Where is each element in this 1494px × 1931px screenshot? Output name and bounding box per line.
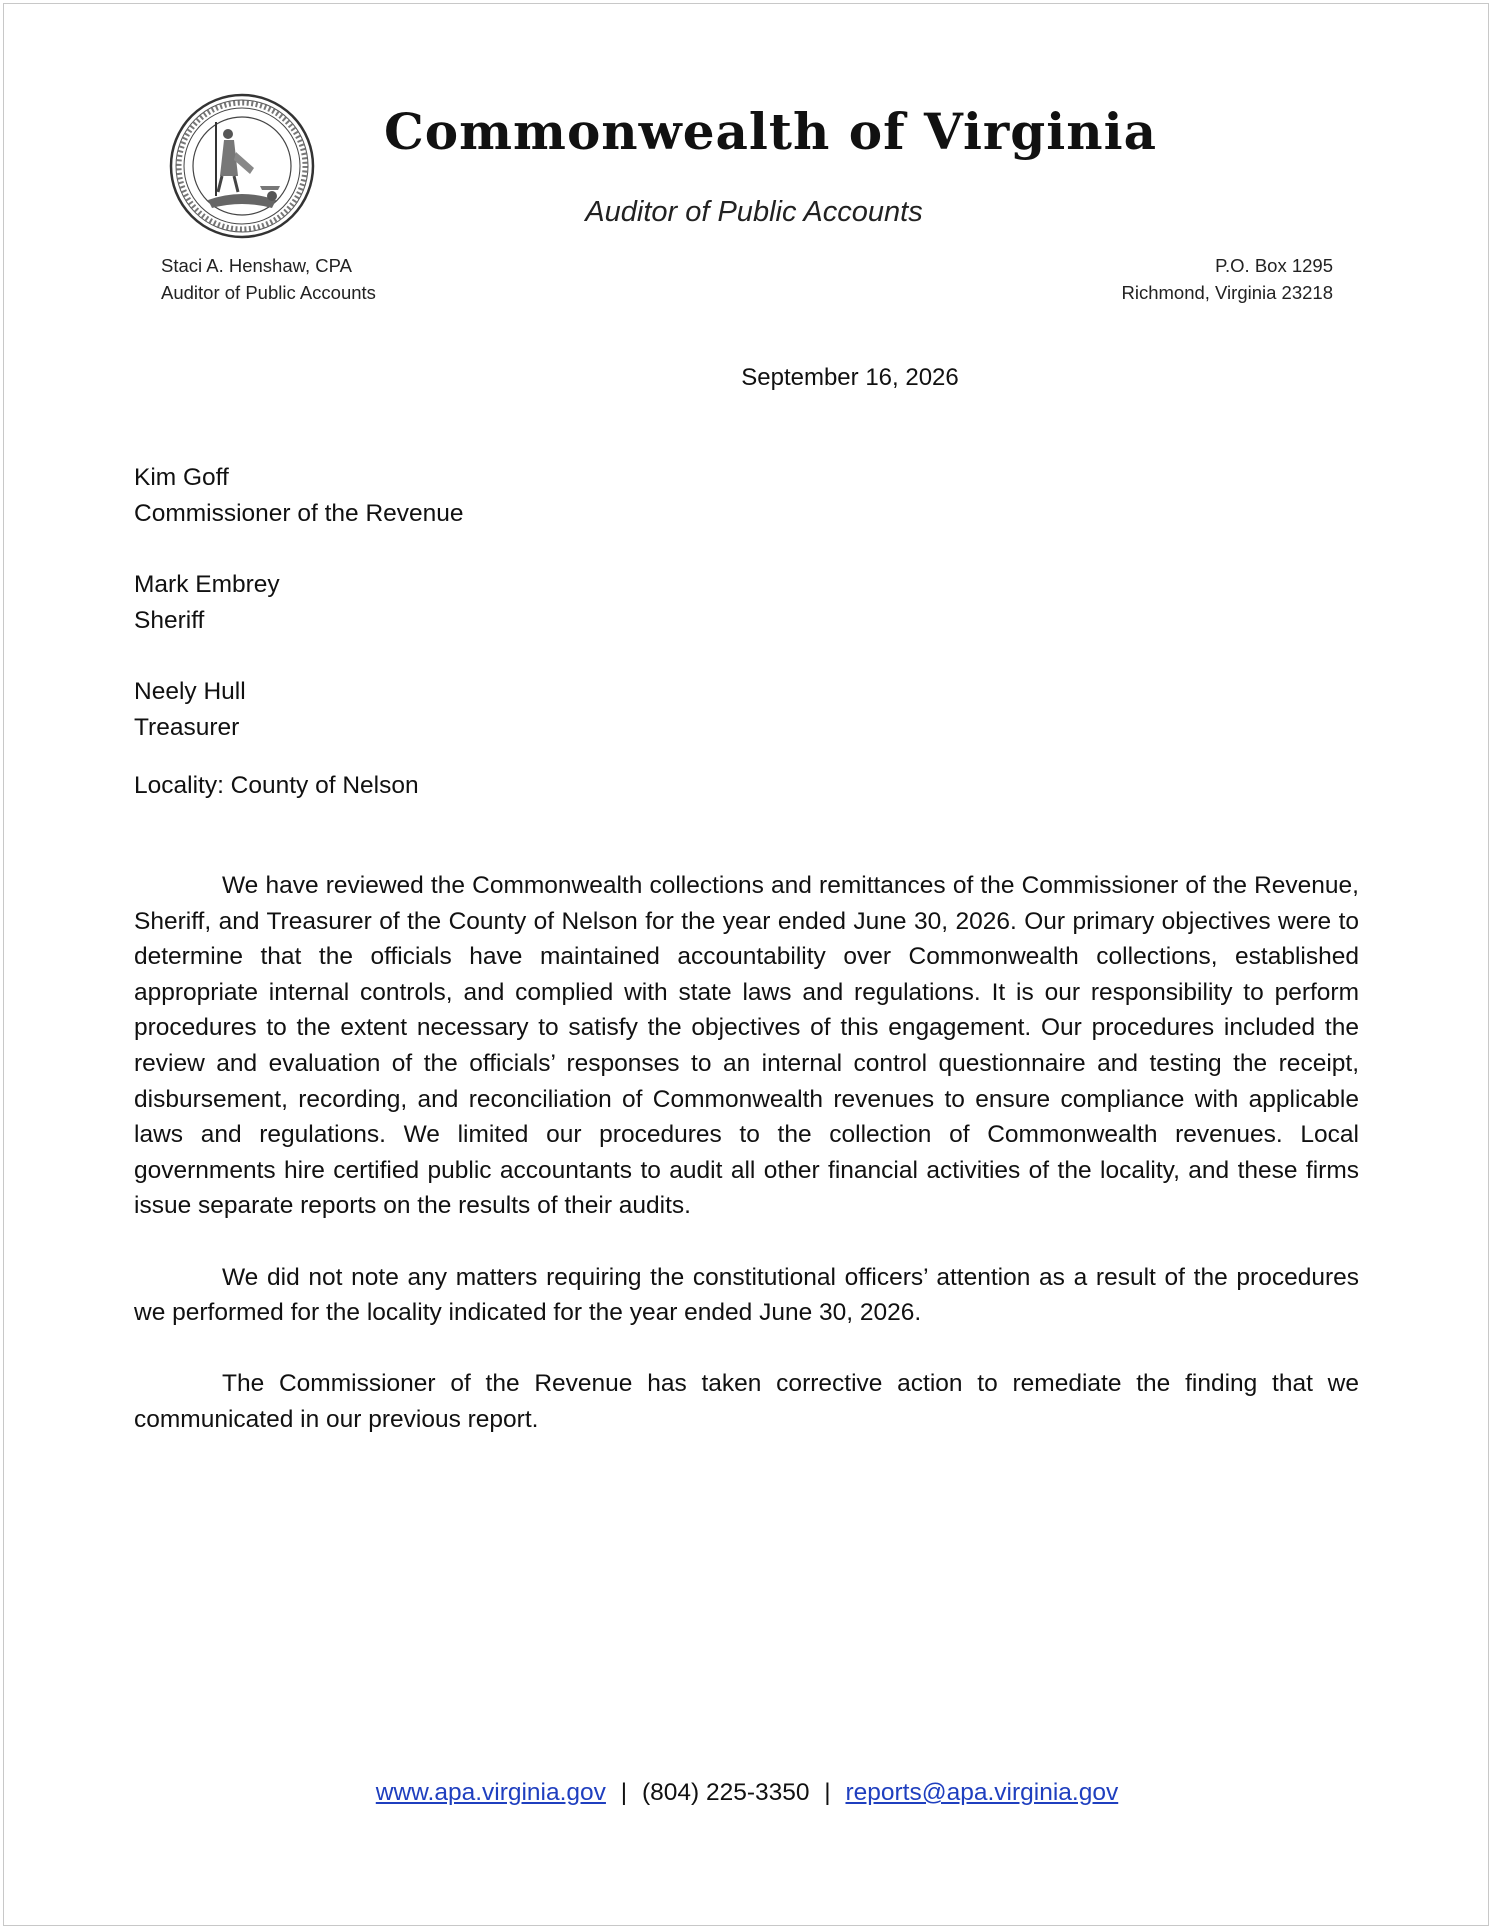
auditor-block xyxy=(161,252,376,306)
website-link[interactable]: www.apa.virginia.gov xyxy=(375,1779,606,1806)
recipient-title: Sheriff xyxy=(134,606,205,634)
letterhead-title: Commonwealth of Virginia xyxy=(384,102,1157,161)
letter-date: September 16, 2026 xyxy=(741,364,959,391)
locality-line: Locality: County of Nelson xyxy=(134,772,419,799)
po-box: P.O. Box 1295 xyxy=(1215,255,1333,276)
city-state-zip: Richmond, Virginia 23218 xyxy=(1121,282,1333,303)
auditor-title: Auditor of Public Accounts xyxy=(161,282,376,303)
recipient-title: Commissioner of the Revenue xyxy=(134,499,464,527)
recipient-name: Mark Embrey xyxy=(134,571,280,598)
body-paragraph: We have reviewed the Commonwealth collections and remittances of the Commissioner of the Revenue, Sheriff, and Treasurer of the County of Nelson for the year ended June 30, 2026. Our primary objectives were to determine that the officials have maintained accountability over Commonwealth collections, established appropriate internal controls, and complied with state laws and regulations. It is our responsibility to perform procedures to the extent necessary to satisfy the objectives of this engagement. Our procedures included the review and evaluation of the officials’ responses to an internal control questionnaire and testing the receipt, disbursement, recording, and reconciliation of Commonwealth revenues to ensure compliance with applicable laws and regulations. We limited our procedures to the collection of Commonwealth revenues. Local governments hire certified public accountants to audit all other financial activities of the locality, and these firms issue separate reports on the results of their audits. xyxy=(134,872,1359,1220)
footer-separator: | xyxy=(620,1779,628,1806)
recipient-commissioner xyxy=(134,460,464,531)
recipient-name: Neely Hull xyxy=(134,678,246,705)
recipient-title: Treasurer xyxy=(134,713,240,741)
letterhead-subtitle: Auditor of Public Accounts xyxy=(585,196,923,228)
email-link[interactable]: reports@apa.virginia.gov xyxy=(845,1779,1119,1806)
body-paragraph: We did not note any matters requiring the constitutional officers’ attention as a result of the procedures we performed for the locality indicated for the year ended June 30, 2026. xyxy=(134,1263,1359,1327)
footer-separator: | xyxy=(824,1779,831,1806)
letter-body xyxy=(134,868,1359,1473)
phone-number: (804) 225-3350 xyxy=(641,1779,810,1806)
recipients xyxy=(134,460,464,781)
mailing-address xyxy=(1121,252,1333,306)
auditor-name: Staci A. Henshaw, CPA xyxy=(161,255,352,276)
footer-contact xyxy=(0,1779,1494,1807)
recipient-treasurer xyxy=(134,674,464,745)
virginia-state-seal-icon xyxy=(168,92,316,240)
recipient-name: Kim Goff xyxy=(134,464,229,491)
recipient-sheriff xyxy=(134,567,464,638)
body-paragraph: The Commissioner of the Revenue has taken corrective action to remediate the finding that we communicated in our previous report. xyxy=(134,1370,1359,1433)
